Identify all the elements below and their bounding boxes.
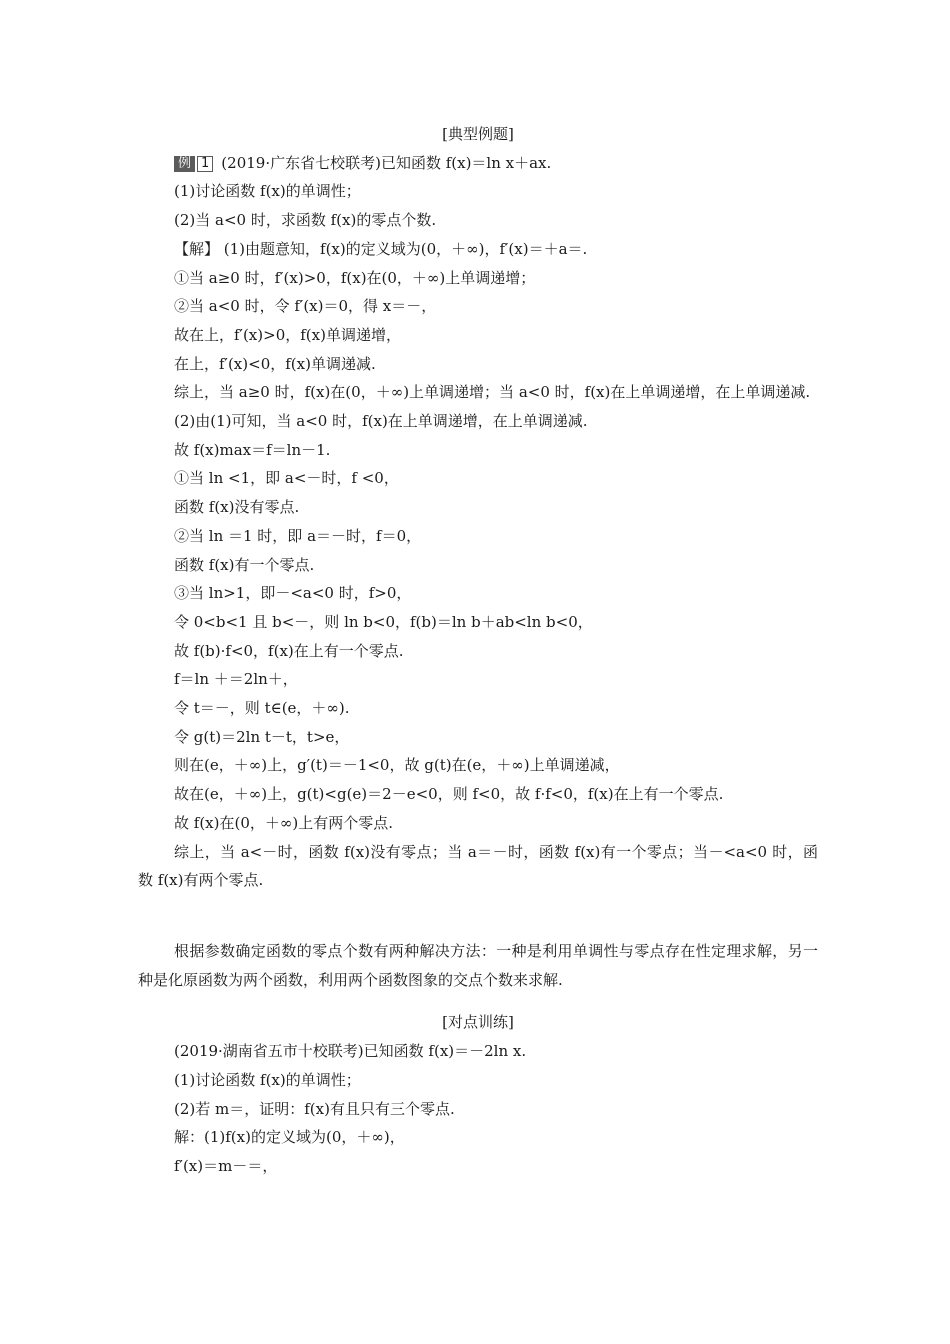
text-line: (1)讨论函数 f(x)的单调性；	[174, 182, 361, 201]
text-line: 故在(e，＋∞)上，g(t)<g(e)＝2－e<0，则 f<0，故 f·f<0，f(x)在上有一个零点.	[174, 785, 724, 804]
summary-paragraph-2: 综上，当 a<－时，函数 f(x)没有零点；当 a＝－时，函数 f(x)有一个零点；当－<a<0 时，函数 f(x)有两个零点.	[138, 842, 818, 890]
example-stem-text: (2019·广东省七校联考)已知函数 f(x)＝ln x＋ax.	[221, 153, 552, 172]
section-title-practice: [对点训练]	[442, 1013, 514, 1032]
method-note-paragraph: 根据参数确定函数的零点个数有两种解决方法：一种是利用单调性与零点存在性定理求解，另一种是化原函数为两个函数，利用两个函数图象的交点个数来求解.	[138, 941, 818, 989]
spacer	[138, 895, 818, 923]
text-line: 令 g(t)＝2ln t－t，t>e，	[174, 727, 350, 746]
text-line: (1)讨论函数 f(x)的单调性；	[174, 1070, 361, 1089]
text-line: f＝ln ＋＝2ln＋，	[174, 670, 298, 689]
spacer	[138, 923, 818, 937]
text-line: 函数 f(x)有一个零点.	[174, 555, 315, 574]
text-line: 故 f(x)在(0，＋∞)上有两个零点.	[174, 813, 393, 832]
text-line: 解：(1)f(x)的定义域为(0，＋∞)，	[174, 1128, 405, 1147]
example-stem	[138, 149, 818, 178]
text-line: ②当 ln ＝1 时，即 a＝－时，f＝0，	[174, 526, 422, 545]
summary-paragraph-1: 综上，当 a≥0 时，f(x)在(0，＋∞)上单调递增；当 a<0 时，f(x)在上单调递增，在上单调递减.	[174, 383, 811, 402]
text-line: f′(x)＝m－＝，	[174, 1156, 278, 1175]
document-page	[138, 120, 818, 1181]
spacer	[138, 994, 818, 1008]
text-line: 令 0<b<1 且 b<－，则 ln b<0，f(b)＝ln b＋ab<ln b<0，	[174, 612, 593, 631]
text-line: 故在上，f′(x)>0，f(x)单调递增，	[174, 325, 401, 344]
example-number: 1	[197, 156, 213, 172]
text-line: ②当 a<0 时，令 f′(x)＝0，得 x＝－，	[174, 297, 437, 316]
text-line: 则在(e，＋∞)上，g′(t)＝－1<0，故 g(t)在(e，＋∞)上单调递减，	[174, 756, 620, 775]
text-line: 在上，f′(x)<0，f(x)单调递减.	[174, 354, 376, 373]
text-line: 故 f(b)·f<0，f(x)在上有一个零点.	[174, 641, 404, 660]
section-title-examples: [典型例题]	[442, 125, 514, 143]
text-line: (2)若 m＝，证明：f(x)有且只有三个零点.	[174, 1099, 455, 1118]
text-line: 故 f(x)max＝f＝ln－1.	[174, 440, 331, 459]
text-line: 令 t＝－，则 t∈(e，＋∞).	[174, 699, 350, 718]
text-line: ①当 a≥0 时，f′(x)>0，f(x)在(0，＋∞)上单调递增；	[174, 268, 536, 287]
text-line: (2)由(1)可知，当 a<0 时，f(x)在上单调递增，在上单调递减.	[174, 412, 588, 431]
text-line: (2)当 a<0 时，求函数 f(x)的零点个数.	[174, 211, 437, 230]
example-badge: 例	[174, 156, 195, 172]
text-line: (2019·湖南省五市十校联考)已知函数 f(x)＝－2ln x.	[174, 1042, 527, 1061]
text-line: ①当 ln <1，即 a<－时，f <0，	[174, 469, 399, 488]
solution-heading-line: 【解】 (1)由题意知，f(x)的定义域为(0，＋∞)，f′(x)＝＋a＝.	[174, 239, 588, 258]
text-line: 函数 f(x)没有零点.	[174, 498, 300, 517]
text-line: ③当 ln>1，即－<a<0 时，f>0，	[174, 584, 412, 603]
